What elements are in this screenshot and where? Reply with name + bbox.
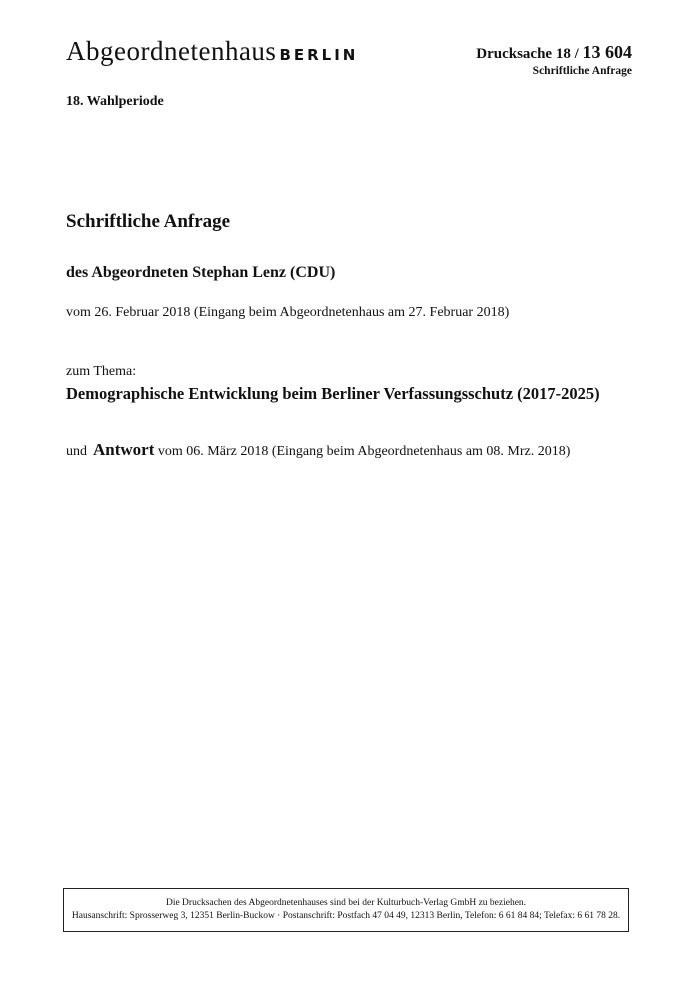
- answer-details: vom 06. März 2018 (Eingang beim Abgeordnetenhaus am 08. Mrz. 2018): [154, 444, 571, 459]
- legislative-period: 18. Wahlperiode: [66, 94, 164, 109]
- footer-line-2: Hausanschrift: Sprosserweg 3, 12351 Berlin-Buckow · Postanschrift: Postfach 47 04 49, 12313 Berlin, Telefon: 6 61 84 84; Telefax: 6 61 78 28.: [71, 911, 621, 921]
- date-line: vom 26. Februar 2018 (Eingang beim Abgeordnetenhaus am 27. Februar 2018): [66, 305, 510, 320]
- logo-city: BERLIN: [279, 46, 359, 64]
- topic-label: zum Thema:: [66, 364, 137, 379]
- footer-box: [63, 888, 629, 932]
- answer-prefix: und: [66, 444, 87, 459]
- document-reference: [476, 42, 632, 77]
- answer-line: [66, 440, 570, 460]
- logo-word: Abgeordnetenhaus: [66, 36, 277, 66]
- document-type: Schriftliche Anfrage: [532, 65, 632, 77]
- document-prefix: Drucksache 18 /: [476, 46, 583, 62]
- parliament-logo: [66, 36, 358, 67]
- answer-word: Antwort: [93, 440, 155, 459]
- author-line: des Abgeordneten Stephan Lenz (CDU): [66, 264, 336, 281]
- document-number: 13 604: [582, 42, 632, 62]
- topic-title: Demographische Entwicklung beim Berliner Verfassungsschutz (2017-2025): [66, 384, 600, 403]
- document-number-line: [476, 42, 632, 63]
- page-title: Schriftliche Anfrage: [66, 211, 231, 232]
- footer-line-1: Die Drucksachen des Abgeordnetenhauses sind bei der Kulturbuch-Verlag GmbH zu beziehen.: [165, 898, 527, 908]
